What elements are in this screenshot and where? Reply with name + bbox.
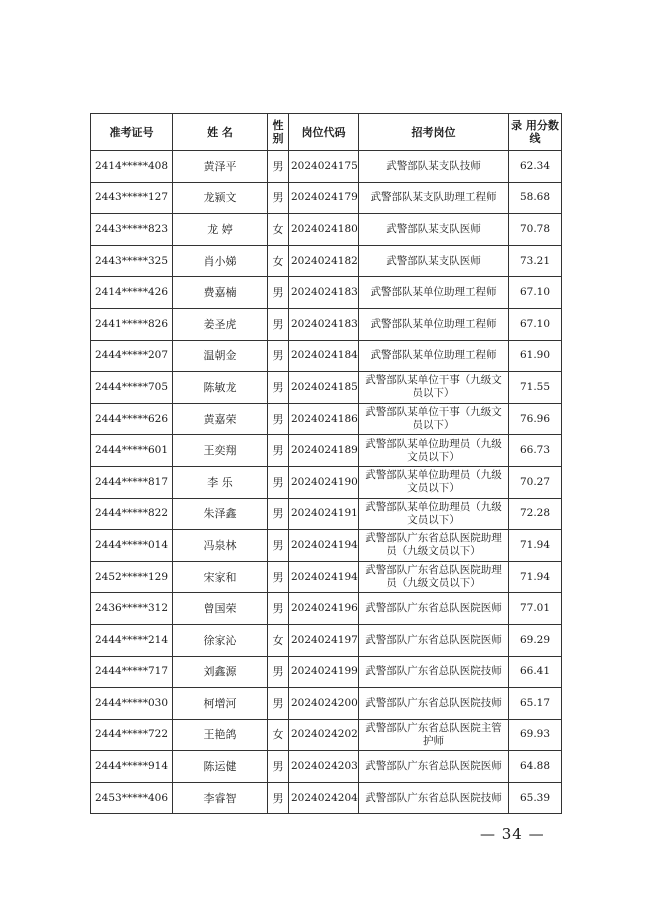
cell-exam-id: 2444*****030 [91,688,173,720]
cell-gender: 男 [268,561,289,593]
cell-post: 武警部队某支队技师 [359,151,509,183]
cell-exam-id: 2444*****717 [91,656,173,688]
table-row [91,561,562,593]
cell-score: 62.34 [509,151,562,183]
cell-exam-id: 2414*****426 [91,277,173,309]
cell-exam-id: 2444*****214 [91,624,173,656]
cell-exam-id: 2443*****823 [91,214,173,246]
cell-name: 李睿智 [173,782,268,814]
cell-gender: 女 [268,214,289,246]
header-gender: 性别 [268,114,289,151]
cell-exam-id: 2444*****014 [91,530,173,562]
cell-gender: 女 [268,245,289,277]
cell-post-code: 2024024183 [289,308,359,340]
admission-roster-table [90,113,562,814]
cell-name: 曾国荣 [173,593,268,625]
table-row [91,277,562,309]
cell-post-code: 2024024186 [289,403,359,435]
cell-post-code: 2024024194 [289,561,359,593]
cell-gender: 男 [268,751,289,783]
cell-name: 黄泽平 [173,151,268,183]
cell-exam-id: 2444*****705 [91,372,173,404]
table-row [91,372,562,404]
cell-post: 武警部队广东省总队医院医师 [359,593,509,625]
table-row [91,624,562,656]
table-row [91,782,562,814]
cell-post: 武警部队某单位干事（九级文员以下） [359,372,509,404]
cell-exam-id: 2452*****129 [91,561,173,593]
cell-score: 77.01 [509,593,562,625]
cell-score: 70.27 [509,466,562,498]
cell-exam-id: 2444*****601 [91,435,173,467]
cell-post-code: 2024024199 [289,656,359,688]
cell-name: 王奕翔 [173,435,268,467]
cell-name: 宋家和 [173,561,268,593]
header-exam-id: 准考证号 [91,114,173,151]
cell-post-code: 2024024197 [289,624,359,656]
cell-gender: 男 [268,498,289,530]
cell-score: 64.88 [509,751,562,783]
cell-score: 70.78 [509,214,562,246]
cell-post-code: 2024024180 [289,214,359,246]
cell-exam-id: 2444*****822 [91,498,173,530]
page-number: — 34 — [480,825,545,843]
cell-gender: 男 [268,593,289,625]
cell-name: 龙 婷 [173,214,268,246]
cell-post: 武警部队某单位助理工程师 [359,277,509,309]
cell-post-code: 2024024196 [289,593,359,625]
cell-post: 武警部队广东省总队医院主管护师 [359,719,509,751]
cell-gender: 男 [268,466,289,498]
cell-gender: 男 [268,308,289,340]
cell-post-code: 2024024191 [289,498,359,530]
table-row [91,593,562,625]
cell-post-code: 2024024175 [289,151,359,183]
cell-exam-id: 2444*****722 [91,719,173,751]
cell-score: 61.90 [509,340,562,372]
cell-gender: 男 [268,372,289,404]
cell-post: 武警部队某支队医师 [359,245,509,277]
table-row [91,530,562,562]
cell-post-code: 2024024190 [289,466,359,498]
cell-post: 武警部队广东省总队医院技师 [359,782,509,814]
cell-gender: 男 [268,403,289,435]
cell-score: 76.96 [509,403,562,435]
cell-exam-id: 2444*****914 [91,751,173,783]
cell-score: 66.41 [509,656,562,688]
table-row [91,466,562,498]
cell-score: 66.73 [509,435,562,467]
table-row [91,719,562,751]
cell-post: 武警部队某单位助理工程师 [359,308,509,340]
table-row [91,498,562,530]
cell-name: 朱泽鑫 [173,498,268,530]
cell-post-code: 2024024203 [289,751,359,783]
cell-score: 71.55 [509,372,562,404]
table-row [91,308,562,340]
cell-name: 陈敏龙 [173,372,268,404]
cell-name: 李 乐 [173,466,268,498]
cell-score: 65.39 [509,782,562,814]
table-body [91,151,562,814]
cell-gender: 女 [268,624,289,656]
cell-gender: 男 [268,435,289,467]
header-post: 招考岗位 [359,114,509,151]
cell-gender: 男 [268,277,289,309]
cell-score: 71.94 [509,561,562,593]
cell-score: 71.94 [509,530,562,562]
table-row [91,151,562,183]
cell-post-code: 2024024179 [289,182,359,214]
table-row [91,245,562,277]
cell-gender: 男 [268,530,289,562]
cell-post: 武警部队广东省总队医院医师 [359,624,509,656]
table-row [91,182,562,214]
cell-post: 武警部队某单位干事（九级文员以下） [359,403,509,435]
cell-post: 武警部队广东省总队医院助理员（九级文员以下） [359,530,509,562]
cell-post-code: 2024024185 [289,372,359,404]
cell-post: 武警部队某支队助理工程师 [359,182,509,214]
cell-exam-id: 2444*****207 [91,340,173,372]
cell-name: 刘鑫源 [173,656,268,688]
cell-exam-id: 2453*****406 [91,782,173,814]
cell-exam-id: 2444*****626 [91,403,173,435]
cell-name: 柯增河 [173,688,268,720]
cell-gender: 男 [268,688,289,720]
cell-post: 武警部队某单位助理员（九级文员以下） [359,498,509,530]
cell-post-code: 2024024182 [289,245,359,277]
cell-exam-id: 2436*****312 [91,593,173,625]
cell-name: 黄嘉荣 [173,403,268,435]
header-post-code: 岗位代码 [289,114,359,151]
cell-score: 65.17 [509,688,562,720]
cell-post-code: 2024024183 [289,277,359,309]
cell-post-code: 2024024189 [289,435,359,467]
cell-post: 武警部队广东省总队医院技师 [359,656,509,688]
cell-score: 69.29 [509,624,562,656]
header-name: 姓 名 [173,114,268,151]
cell-score: 58.68 [509,182,562,214]
cell-post-code: 2024024184 [289,340,359,372]
cell-name: 肖小娣 [173,245,268,277]
table-row [91,435,562,467]
cell-name: 冯泉林 [173,530,268,562]
cell-name: 龙颍文 [173,182,268,214]
cell-post: 武警部队广东省总队医院助理员（九级文员以下） [359,561,509,593]
cell-score: 67.10 [509,277,562,309]
cell-gender: 男 [268,151,289,183]
cell-exam-id: 2441*****826 [91,308,173,340]
cell-score: 69.93 [509,719,562,751]
cell-gender: 男 [268,782,289,814]
cell-exam-id: 2443*****127 [91,182,173,214]
cell-exam-id: 2444*****817 [91,466,173,498]
cell-exam-id: 2443*****325 [91,245,173,277]
cell-score: 72.28 [509,498,562,530]
table-row [91,688,562,720]
table-row [91,751,562,783]
cell-name: 姜圣虎 [173,308,268,340]
table-row [91,340,562,372]
cell-post-code: 2024024194 [289,530,359,562]
cell-score: 73.21 [509,245,562,277]
cell-post-code: 2024024202 [289,719,359,751]
cell-score: 67.10 [509,308,562,340]
cell-post-code: 2024024204 [289,782,359,814]
table-row [91,656,562,688]
table-header-row [91,114,562,151]
cell-post: 武警部队广东省总队医院医师 [359,751,509,783]
cell-name: 费嘉楠 [173,277,268,309]
cell-post: 武警部队某单位助理员（九级文员以下） [359,435,509,467]
cell-post: 武警部队某单位助理工程师 [359,340,509,372]
cell-name: 陈运健 [173,751,268,783]
cell-gender: 女 [268,719,289,751]
cell-name: 徐家沁 [173,624,268,656]
cell-gender: 男 [268,182,289,214]
cell-gender: 男 [268,340,289,372]
cell-post-code: 2024024200 [289,688,359,720]
cell-name: 温朝金 [173,340,268,372]
cell-post: 武警部队某支队医师 [359,214,509,246]
cell-post: 武警部队某单位助理员（九级文员以下） [359,466,509,498]
table-row [91,214,562,246]
cell-post: 武警部队广东省总队医院技师 [359,688,509,720]
cell-exam-id: 2414*****408 [91,151,173,183]
cell-name: 王艳鸽 [173,719,268,751]
cell-gender: 男 [268,656,289,688]
table-row [91,403,562,435]
header-score: 录 用分数线 [509,114,562,151]
